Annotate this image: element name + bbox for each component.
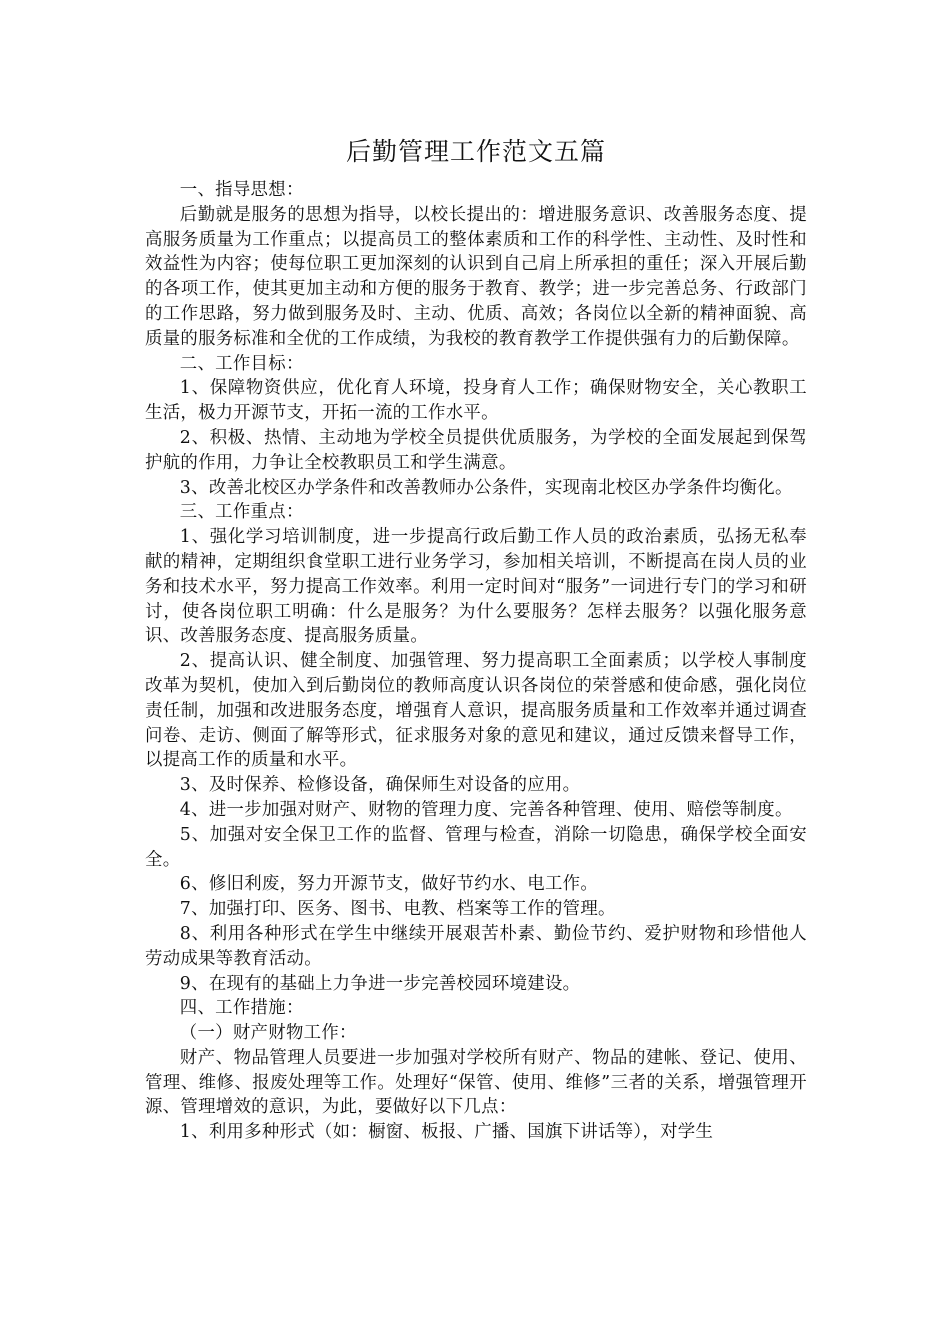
paragraph-heading-guiding-thought: 一、指导思想： — [179, 180, 304, 200]
paragraph: 3、改善北校区办学条件和改善教师办公条件，实现南北校区办学条件均衡化。 — [179, 477, 793, 498]
paragraph: 财产、物品管理人员要进一步加强对学校所有财产、物品的建帐、登记、使用、管理、维修、报废处理等工作。处理好“保管、使用、维修”三者的关系，增强管理开源、管理增效的意识，为此，要做好以下几点： — [145, 1047, 807, 1118]
paragraph: 2、提高认识、健全制度、加强管理、努力提高职工全面素质；以学校人事制度改革为契机，使加入到后勤岗位的教师高度认识各岗位的荣誉感和使命感，强化岗位责任制，加强和改进服务态度，增强育人意识，提高服务质量和工作效率并通过调查问卷、走访、侧面了解等形式，征求服务对象的意见和建议，通过反馈来督导工作，以提高工作的质量和水平。 — [145, 651, 807, 771]
paragraph-heading-focus: 三、工作重点： — [179, 502, 304, 523]
paragraph: 1、保障物资供应，优化育人环境，投身育人工作；确保财物安全，关心教职工生活，极力开源节支，开拓一流的工作水平。 — [145, 378, 807, 424]
paragraph: 6、修旧利废，努力开源节支，做好节约水、电工作。 — [179, 874, 599, 895]
paragraph: 4、进一步加强对财产、财物的管理力度、完善各种管理、使用、赔偿等制度。 — [179, 799, 793, 820]
document-page — [145, 132, 807, 1145]
paragraph: 1、强化学习培训制度，进一步提高行政后勤工作人员的政治素质，弘扬无私奉献的精神，定期组织食堂职工进行业务学习，参加相关培训，不断提高在岗人员的业务和技术水平，努力提高工作效率。利用一定时间对“服务”一词进行专门的学习和研讨，使各岗位职工明确：什么是服务？为什么要服务？怎样去服务？以强化服务意识、改善服务态度、提高服务质量。 — [145, 527, 807, 647]
paragraph: 7、加强打印、医务、图书、电教、档案等工作的管理。 — [179, 899, 616, 920]
paragraph-subheading-property: （一）财产财物工作： — [179, 1023, 357, 1044]
paragraph: 5、加强对安全保卫工作的监督、管理与检查，消除一切隐患，确保学校全面安全。 — [145, 824, 807, 870]
document-title: 后勤管理工作范文五篇 — [345, 137, 606, 166]
paragraph-heading-goals: 二、工作目标： — [179, 353, 304, 374]
paragraph: 8、利用各种形式在学生中继续开展艰苦朴素、勤俭节约、爱护财物和珍惜他人劳动成果等教育活动。 — [145, 923, 807, 969]
paragraph: 2、积极、热情、主动地为学校全员提供优质服务，为学校的全面发展起到保驾护航的作用，力争让全校教职员工和学生满意。 — [145, 427, 807, 473]
paragraph: 后勤就是服务的思想为指导，以校长提出的：增进服务意识、改善服务态度、提高服务质量为工作重点；以提高员工的整体素质和工作的科学性、主动性、及时性和效益性为内容；使每位职工更加深刻的认识到自己肩上所承担的重任；深入开展后勤的各项工作，使其更加主动和方便的服务于教育、教学；进一步完善总务、行政部门的工作思路，努力做到服务及时、主动、优质、高效；各岗位以全新的精神面貌、高质量的服务标准和全优的工作成绩，为我校的教育教学工作提供强有力的后勤保障。 — [145, 204, 807, 349]
paragraph: 1、利用多种形式（如：橱窗、板报、广播、国旗下讲话等），对学生 — [179, 1122, 714, 1143]
paragraph: 3、及时保养、检修设备，确保师生对设备的应用。 — [179, 775, 581, 796]
paragraph-heading-measures: 四、工作措施： — [179, 998, 304, 1019]
paragraph: 9、在现有的基础上力争进一步完善校园环境建设。 — [179, 973, 581, 994]
